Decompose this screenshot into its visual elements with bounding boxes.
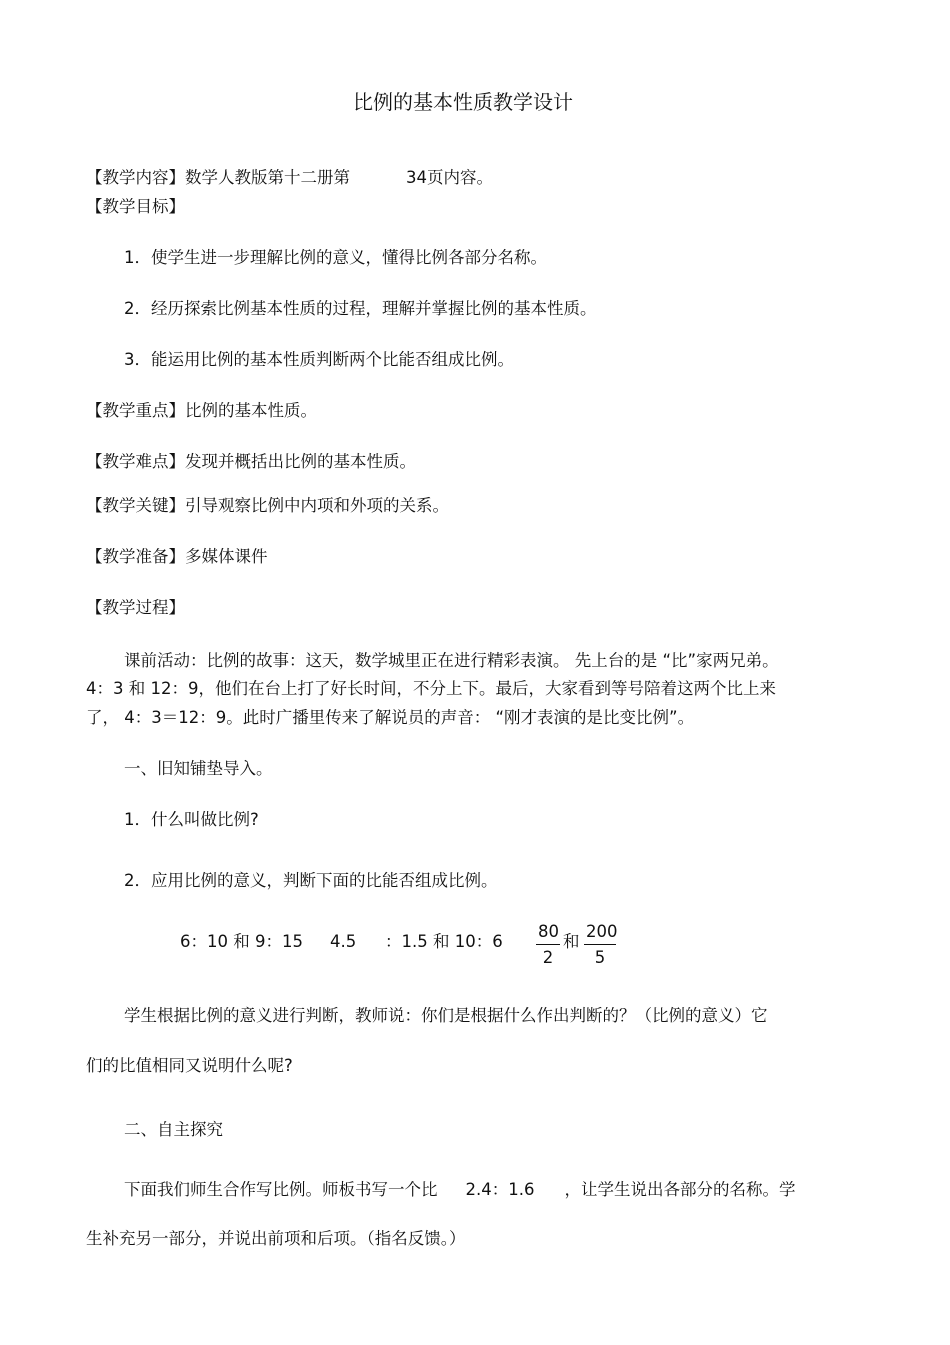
- fraction-numerator: 200: [586, 922, 618, 941]
- fraction-denominator: 2: [542, 947, 554, 967]
- judge-line: 们的比值相同又说明什么呢?: [86, 1056, 293, 1075]
- content-page: 34: [406, 168, 427, 187]
- story-line: 4：3 和 12：9，他们在台上打了好长时间，不分上下。最后，大家看到等号陪着这两个比上来: [86, 679, 776, 698]
- goals-label: 【教学目标】: [86, 197, 185, 216]
- content-tail: 页内容。: [427, 168, 493, 187]
- difficulty: 【教学难点】发现并概括出比例的基本性质。: [86, 452, 416, 471]
- section-heading: 二、自主探究: [124, 1120, 223, 1139]
- fraction-denominator: 5: [594, 947, 606, 967]
- explore-text-a: 下面我们师生合作写比例。师板书写一个比: [124, 1180, 438, 1199]
- fraction-200-over-5: [584, 924, 616, 966]
- section-heading: 一、旧知铺垫导入。: [124, 759, 273, 778]
- ratio-a: 6：10 和 9：15: [180, 932, 303, 951]
- key-point: 【教学重点】比例的基本性质。: [86, 401, 317, 420]
- question-item: 2．应用比例的意义，判断下面的比能否组成比例。: [124, 871, 498, 890]
- content-label: 【教学内容】数学人教版第十二册第: [86, 168, 350, 187]
- story-line: 课前活动：比例的故事：这天，数学城里正在进行精彩表演。 先上台的是 “比”家两兄弟。: [124, 651, 779, 670]
- and-word: 和: [563, 932, 580, 951]
- judge-line: 学生根据比例的意义进行判断，教师说：你们是根据什么作出判断的？（比例的意义）它: [124, 1006, 768, 1025]
- fraction-80-over-2: [536, 924, 560, 966]
- explore-line: [124, 1182, 795, 1199]
- goal-item: 3．能运用比例的基本性质判断两个比能否组成比例。: [124, 350, 514, 369]
- teaching-content: [86, 170, 493, 187]
- teaching-key: 【教学关键】引导观察比例中内项和外项的关系。: [86, 496, 449, 515]
- teaching-prep: 【教学准备】多媒体课件: [86, 547, 268, 566]
- question-item: 1．什么叫做比例?: [124, 810, 259, 829]
- fraction-numerator: 80: [538, 922, 559, 941]
- document-title: 比例的基本性质教学设计: [353, 90, 573, 114]
- process-label: 【教学过程】: [86, 598, 185, 617]
- story-line: 了， 4：3＝12：9。此时广播里传来了解说员的声音： “刚才表演的是比变比例”。: [86, 708, 695, 727]
- explore-text-b: ，让学生说出各部分的名称。学: [564, 1180, 796, 1199]
- ratio-b2: ：1.5 和 10：6: [385, 932, 503, 951]
- explore-line: 生补充另一部分，并说出前项和后项。（指名反馈。）: [86, 1229, 466, 1248]
- goal-item: 1．使学生进一步理解比例的意义，懂得比例各部分名称。: [124, 248, 547, 267]
- goal-item: 2．经历探索比例基本性质的过程，理解并掌握比例的基本性质。: [124, 299, 597, 318]
- explore-ratio: 2.4：1.6: [465, 1180, 535, 1199]
- ratio-b1: 4.5: [330, 932, 357, 951]
